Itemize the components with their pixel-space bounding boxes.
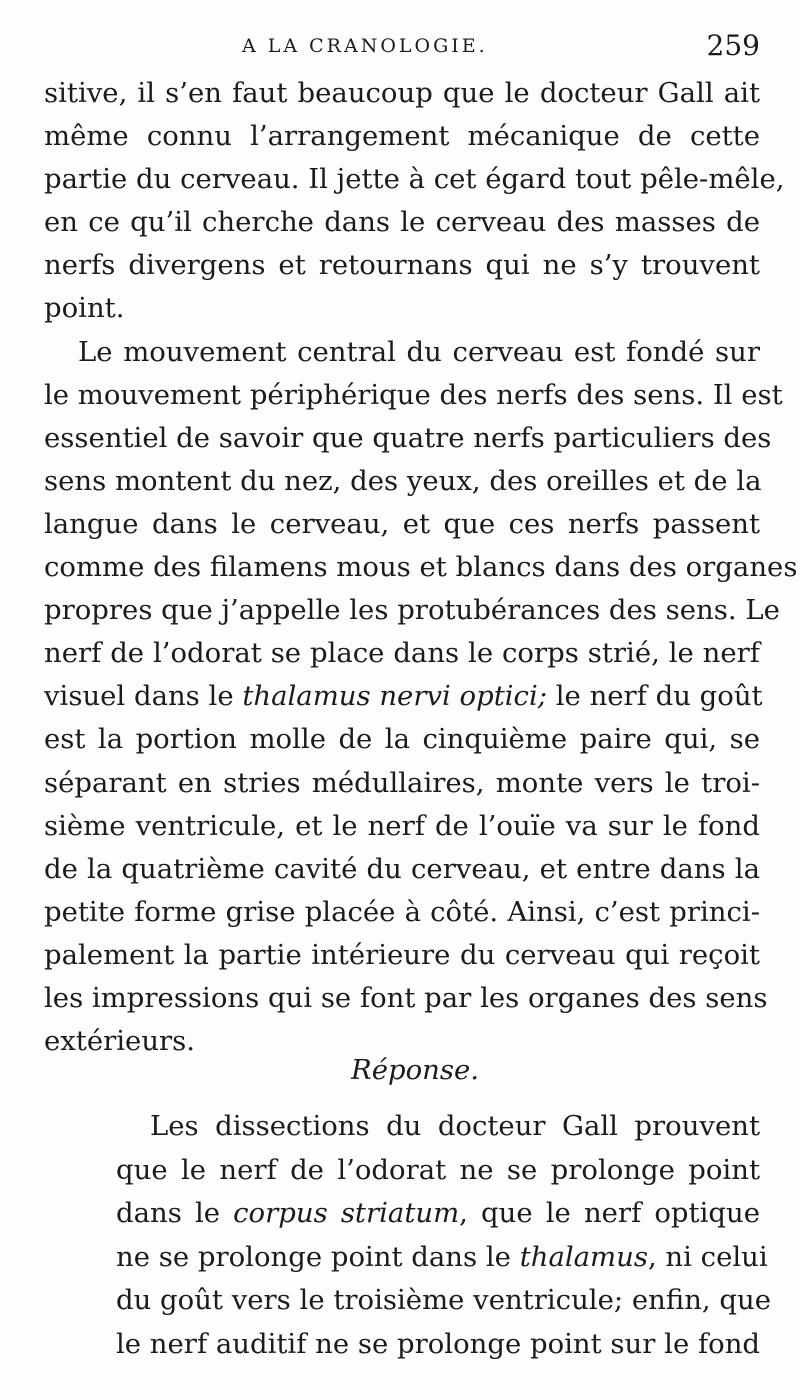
paragraph-continued [44, 72, 785, 331]
text-line: point. [44, 292, 125, 325]
text-line: propres que j’appelle les protubérances des sens. Le [44, 594, 780, 627]
page-number: 259 [706, 29, 760, 62]
text-line: même connu l’arrangement mécanique de cette [44, 120, 760, 153]
text-line: langue dans le cerveau, et que ces nerfs passent [44, 507, 760, 540]
paragraph-objection [44, 331, 798, 1064]
text-line: essentiel de savoir que quatre nerfs particuliers des [44, 421, 772, 454]
text-segment: ne se prolonge point dans le [116, 1240, 520, 1273]
text-line-mixed [116, 1192, 760, 1236]
text-segment: le nerf du goût [547, 680, 763, 713]
text-segment: dans le [116, 1197, 234, 1229]
body-text [44, 72, 798, 1063]
paragraph-response [116, 1105, 771, 1366]
text-line: palement la partie intérieure du cerveau qui reçoit [44, 938, 760, 971]
text-line: en ce qu’il cherche dans le cerveau des masses de [44, 206, 760, 239]
text-line: petite forme grise placée à côté. Ainsi, c’est princi- [44, 895, 760, 928]
text-line: est la portion molle de la cinquième paire qui, se [44, 723, 760, 756]
text-line: de la quatrième cavité du cerveau, et entre dans la [44, 852, 760, 885]
text-line: le nerf auditif ne se prolonge point sur le fond [116, 1327, 761, 1360]
text-line: séparant en stries médullaires, monte vers le troi- [44, 766, 760, 799]
text-line: nerfs divergens et retournans qui ne s’y trouvent [44, 249, 760, 282]
text-line: que le nerf de l’odorat ne se prolonge point [116, 1153, 760, 1186]
text-line: Le mouvement central du cerveau est fondé sur [78, 335, 760, 368]
text-line: sitive, il s’en faut beaucoup que le docteur Gall ait [44, 77, 760, 109]
running-title: A LA CRANOLOGIE. [242, 35, 488, 57]
latin-term: thalamus nervi optici; [242, 680, 548, 713]
text-line-mixed [44, 675, 763, 718]
text-line: Les dissections du docteur Gall prouvent [150, 1110, 760, 1142]
text-segment: visuel dans le [44, 680, 243, 713]
text-line: nerf de l’odorat se place dans le corps strié, le nerf [44, 637, 760, 670]
text-line: le mouvement périphérique des nerfs des sens. Il est [44, 378, 783, 411]
text-line: les impressions qui se font par les organes des sens [44, 981, 768, 1014]
latin-term: thalamus [519, 1240, 648, 1273]
text-line: sième ventricule, et le nerf de l’ouïe va sur le fond [44, 809, 760, 842]
text-line: sens montent du nez, des yeux, des oreilles et de la [44, 464, 762, 497]
text-line: comme des filamens mous et blancs dans des organes [44, 551, 798, 584]
text-segment: , ni celui [647, 1240, 768, 1273]
latin-term: corpus striatum [233, 1197, 460, 1229]
text-line: partie du cerveau. Il jette à cet égard tout pêle-mêle, [44, 163, 785, 196]
text-line: du goût vers le troisième ventricule; enfin, que [116, 1284, 771, 1316]
text-segment: , que le nerf optique [459, 1197, 760, 1229]
running-head [0, 26, 800, 66]
text-line-mixed [116, 1236, 768, 1280]
reponse-heading: Réponse. [351, 1054, 479, 1086]
text-line: extérieurs. [44, 1025, 196, 1058]
